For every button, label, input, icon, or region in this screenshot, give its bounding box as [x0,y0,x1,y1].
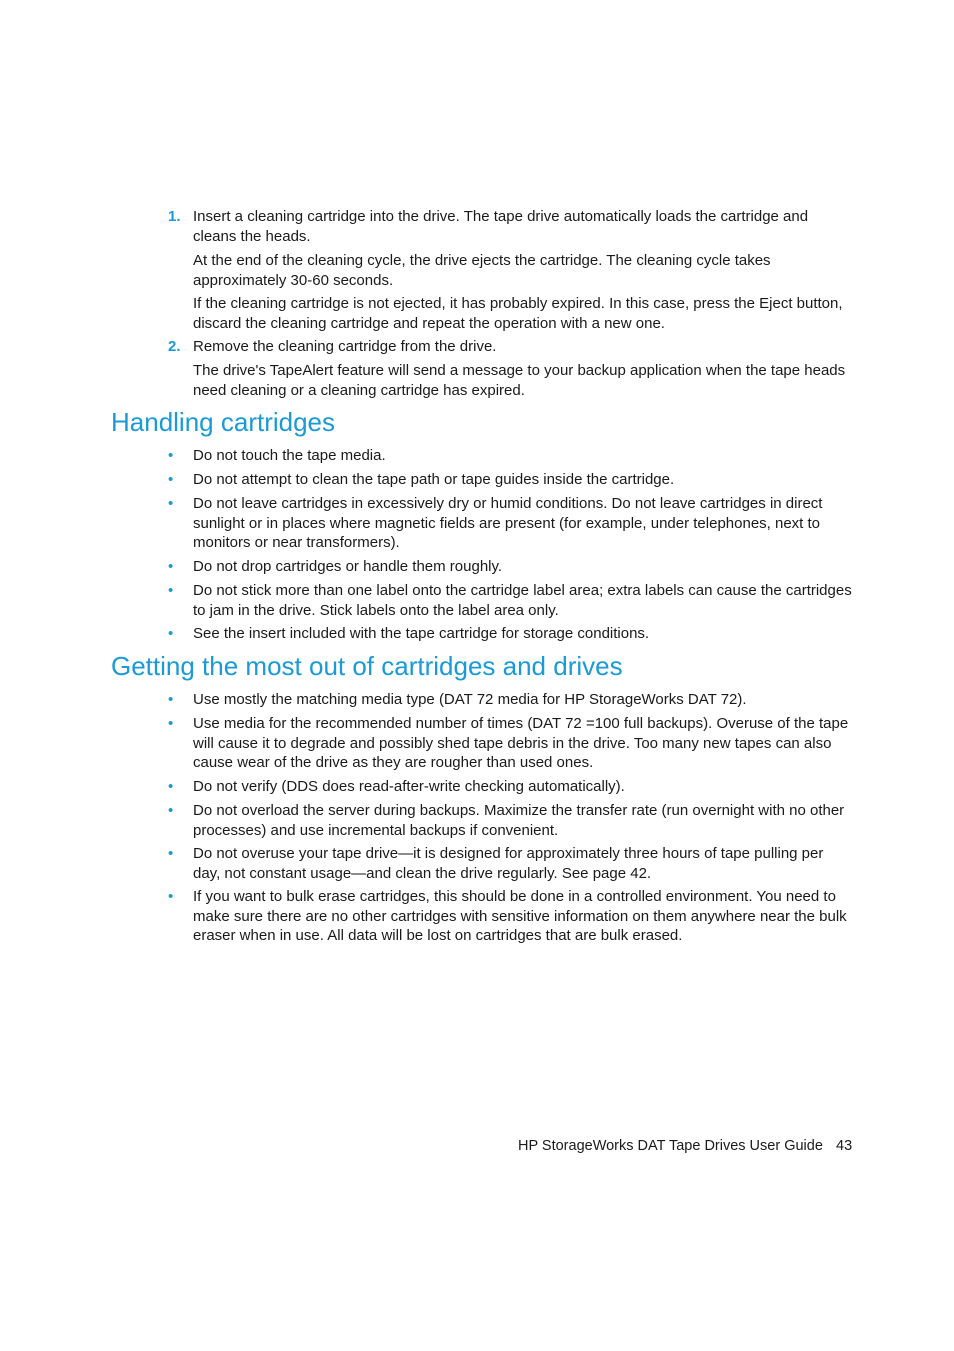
section-heading: Getting the most out of cartridges and drives [111,651,623,681]
section-heading: Handling cartridges [111,407,336,437]
bullet-marker: • [168,582,174,599]
bullet-item: See the insert included with the tape cartridge for storage conditions. [193,625,650,642]
step-note: The drive's TapeAlert feature will send a message to your backup application when the tape heads need cleaning or a cleaning cartridge has expired. [193,362,846,399]
bullet-marker: • [168,447,174,464]
bullet-item: Do not overload the server during backups. Maximize the transfer rate (run overnight with no other processes) and use incremental backups if convenient. [193,802,845,839]
bullet-item: Use mostly the matching media type (DAT 72 media for HP StorageWorks DAT 72). [193,691,747,708]
bullet-marker: • [168,558,174,575]
bullet-item: Do not leave cartridges in excessively dry or humid conditions. Do not leave cartridges in direct sunlight or in places where magnetic fields are present (for example, under telephones, next to monitors or near transformers). [193,495,823,551]
page-number: 43 [836,1138,853,1154]
bullet-marker: • [168,715,174,732]
bullet-marker: • [168,778,174,795]
bullet-item: Do not drop cartridges or handle them roughly. [193,558,503,575]
step-text: Insert a cleaning cartridge into the drive. The tape drive automatically loads the cartridge and cleans the heads. [193,208,809,245]
bullet-marker: • [168,625,174,642]
step-note: At the end of the cleaning cycle, the drive ejects the cartridge. The cleaning cycle takes approximately 30-60 seconds. [193,252,771,289]
bullet-item: Do not verify (DDS does read-after-write checking automatically). [193,778,625,795]
bullet-marker: • [168,802,174,819]
bullet-item: Do not touch the tape media. [193,447,386,464]
step-note: If the cleaning cartridge is not ejected, it has probably expired. In this case, press the Eject button, discard the cleaning cartridge and repeat the operation with a new one. [193,295,843,332]
bullet-item: Do not stick more than one label onto the cartridge label area; extra labels can cause the cartridges to jam in the drive. Stick labels onto the label area only. [193,582,852,619]
bullet-item: If you want to bulk erase cartridges, this should be done in a controlled environment. You need to make sure there are no other cartridges with sensitive information on them anywhere near the bulk eraser when in use. All data will be lost on cartridges that are bulk erased. [193,888,847,944]
bullet-marker: • [168,691,174,708]
step-number: 1. [168,208,181,225]
bullet-marker: • [168,495,174,512]
bullet-item: Do not attempt to clean the tape path or tape guides inside the cartridge. [193,471,675,488]
bullet-item: Use media for the recommended number of times (DAT 72 =100 full backups). Overuse of the tape will cause it to degrade and possibly shed tape debris in the drive. Too many new tapes can also cause wear of the drive as they are rougher than used ones. [193,715,849,771]
footer-title: HP StorageWorks DAT Tape Drives User Guide [518,1138,823,1154]
bullet-marker: • [168,845,174,862]
step-text: Remove the cleaning cartridge from the drive. [193,338,497,355]
bullet-marker: • [168,471,174,488]
bullet-marker: • [168,888,174,905]
step-number: 2. [168,338,181,355]
bullet-item: Do not overuse your tape drive—it is designed for approximately three hours of tape pulling per day, not constant usage—and clean the drive regularly. See page 42. [193,845,824,882]
